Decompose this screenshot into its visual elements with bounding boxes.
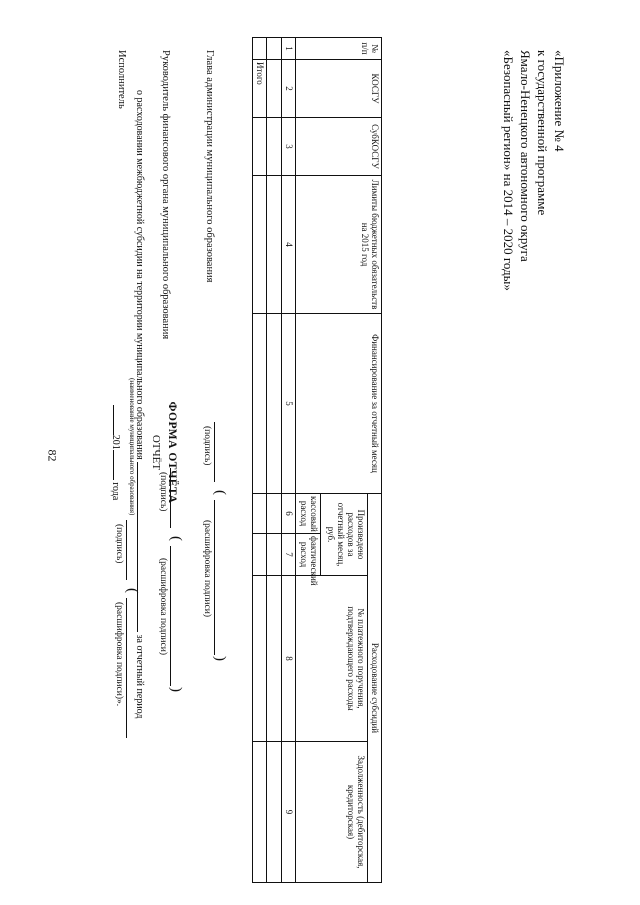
signature-row-finance: Руководитель финансового органа муниципального образования (подпись) ( (расшифровка подписи) ) (158, 50, 184, 692)
appendix-block (500, 50, 568, 370)
appendix-line-1: «Приложение № 4 (552, 50, 567, 152)
year-suffix: года (110, 482, 121, 501)
appendix-line-4: «Безопасный регион» на 2014 – 2020 годы» (501, 50, 516, 291)
col-number-1: 1 (282, 38, 296, 60)
header-actual: фактический расход (296, 534, 321, 576)
report-subtitle-end: за отчетный период (134, 634, 145, 719)
total-label: Итого (253, 60, 267, 118)
signature-caption: (подпись) (158, 472, 168, 512)
col-number-4: 4 (282, 176, 296, 314)
report-table (252, 37, 382, 883)
header-financing: Финансирование за отчетный месяц (296, 314, 382, 494)
signature-role-head: Глава администрации муниципального образования (204, 50, 215, 283)
col-number-6: 6 (282, 494, 296, 534)
empty-row (267, 38, 282, 883)
signature-role-finance: Руководитель финансового органа муниципального образования (160, 50, 171, 340)
column-number-row (282, 38, 296, 883)
decoding-caption: (расшифровка подписи) (202, 520, 212, 617)
form-title: ФОРМА ОТЧЁТА (166, 401, 178, 504)
total-row (253, 38, 267, 883)
header-debt: Задолженность (дебиторская, кредиторская) (296, 742, 368, 883)
report-subtitle-start: о расходовании межбюджетной субсидии на территории муниципального образования (134, 90, 145, 460)
appendix-line-2: к государственной программе (535, 50, 550, 216)
col-number-7: 7 (282, 534, 296, 576)
signature-role-executor: Исполнитель (116, 50, 127, 109)
decoding-caption: (расшифровка подписи) (158, 558, 168, 655)
header-limits: Лимиты бюджетных обязательств на 2015 год (296, 176, 382, 314)
signature-caption: (подпись) (202, 426, 212, 466)
header-payment-order: № платежного поручения, подтверждающего расходы (296, 576, 368, 742)
col-number-5: 5 (282, 314, 296, 494)
page-number: 82 (45, 449, 60, 462)
header-num: № п/п (296, 38, 382, 60)
header-kosgu: КОСГУ (296, 60, 382, 118)
signature-caption: (подпись) (114, 524, 124, 564)
header-made-expenses: Произведено расходов за отчетный месяц, руб. (321, 494, 368, 576)
signature-row-executor: Исполнитель (подпись) ( (расшифровка подписи)». (112, 50, 160, 870)
col-number-9: 9 (282, 742, 296, 883)
col-number-8: 8 (282, 576, 296, 742)
report-title: ОТЧЁТ (150, 434, 162, 471)
header-subkosgu: СубКОСГУ (296, 118, 382, 176)
year-prefix: 201 (110, 434, 121, 450)
municipality-hint: (наименование муниципального образования) (128, 378, 136, 516)
col-number-2: 2 (282, 60, 296, 118)
signature-row-head: Глава администрации муниципального образования (подпись) ( (расшифровка подписи) ) (202, 50, 228, 661)
header-cash: кассовый расход (296, 494, 321, 534)
appendix-line-3: Ямало-Ненецкого автономного округа (518, 50, 533, 262)
decoding-caption-last: (расшифровка подписи)». (114, 602, 124, 707)
header-spending: Расходование субсидий (367, 494, 381, 883)
col-number-3: 3 (282, 118, 296, 176)
